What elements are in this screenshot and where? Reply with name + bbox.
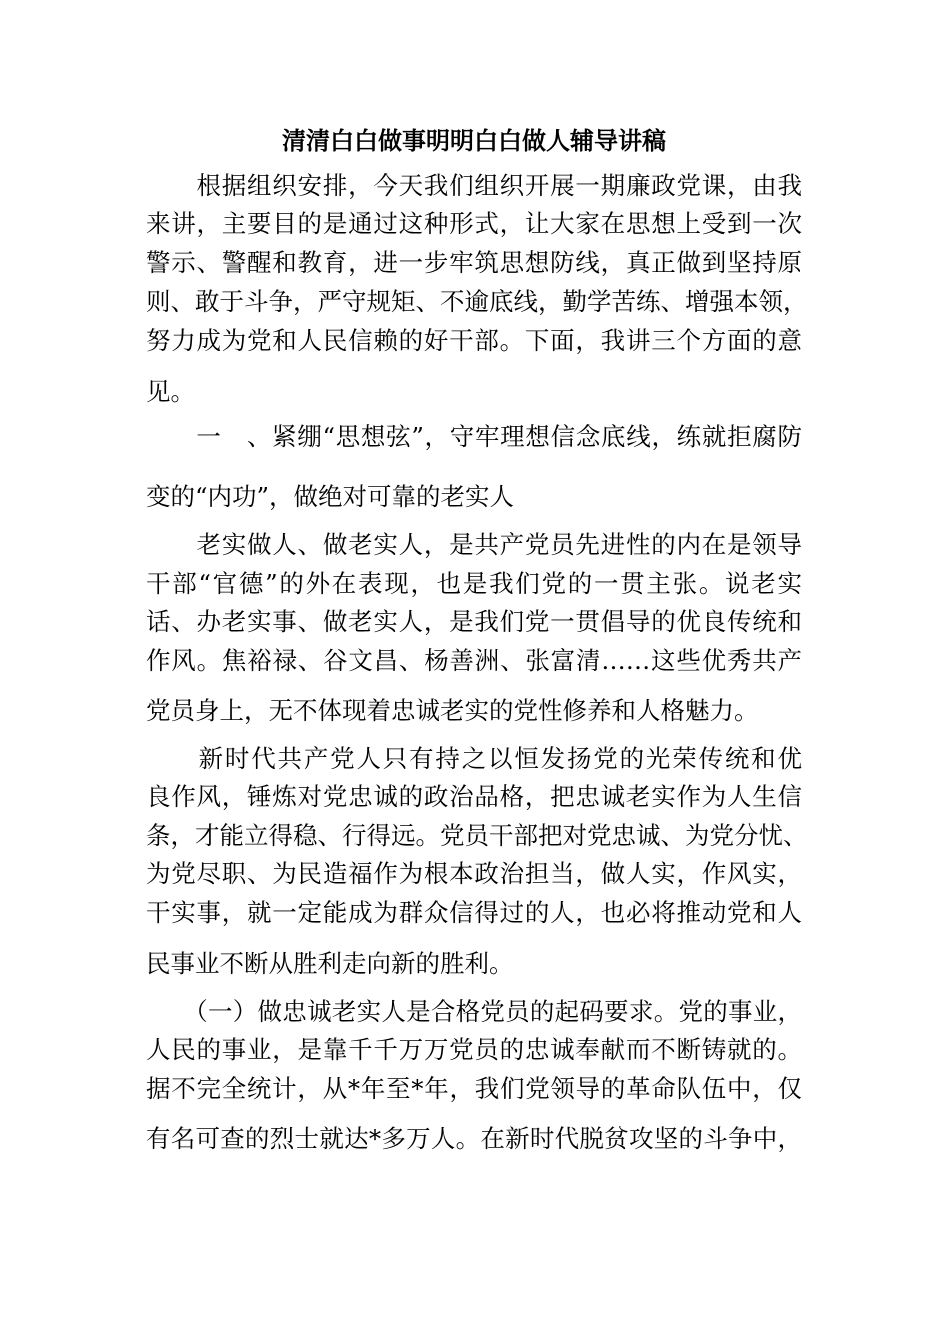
body-line-18: 干实事，就一定能成为群众信得过的人，也必将推动党和人 — [146, 898, 802, 927]
heading-line-2: 变的“内功”，做绝对可靠的老实人 — [146, 482, 515, 511]
body-line-6: 见。 — [146, 377, 195, 406]
body-line-23: 有名可查的烈士就达*多万人。在新时代脱贫攻坚的斗争中， — [146, 1124, 802, 1153]
body-line-16: 条，才能立得稳、行得远。党员干部把对党忠诚、为党分忧、 — [146, 821, 808, 850]
body-line-20: （一）做忠诚老实人是合格党员的起码要求。党的事业， — [146, 997, 802, 1026]
body-line-9: 老实做人、做老实人，是共产党员先进性的内在是领导 — [146, 530, 802, 559]
heading-line-1: 一 、紧绷“思想弦”，守牢理想信念底线，练就拒腐防 — [146, 422, 802, 451]
body-line-2: 来讲，主要目的是通过这种形式，让大家在思想上受到一次 — [146, 209, 802, 238]
body-line-21: 人民的事业，是靠千千万万党员的忠诚奉献而不断铸就的。 — [146, 1035, 802, 1064]
body-line-5: 努力成为党和人民信赖的好干部。下面，我讲三个方面的意 — [146, 326, 802, 355]
body-line-22: 据不完全统计，从*年至*年，我们党领导的革命队伍中，仅 — [146, 1074, 802, 1103]
body-line-1: 根据组织安排，今天我们组织开展一期廉政党课，由我 — [146, 171, 802, 200]
body-line-14: 新时代共产党人只有持之以恒发扬党的光荣传统和优 — [146, 744, 802, 773]
document-title: 清清白白做事明明白白做人辅导讲稿 — [282, 127, 666, 155]
body-line-17: 为党尽职、为民造福作为根本政治担当，做人实，作风实， — [146, 859, 802, 888]
body-line-3: 警示、警醒和教育，进一步牢筑思想防线，真正做到坚持原 — [146, 248, 802, 277]
body-line-11: 话、办老实事、做老实人，是我们党一贯倡导的优良传统和 — [146, 607, 802, 636]
body-line-13: 党员身上，无不体现着忠诚老实的党性修养和人格魅力。 — [146, 696, 759, 725]
body-line-10: 干部“官德”的外在表现，也是我们党的一贯主张。说老实 — [146, 569, 802, 598]
body-line-12: 作风。焦裕禄、谷文昌、杨善洲、张富清……这些优秀共产 — [146, 646, 802, 675]
body-line-4: 则、敢于斗争，严守规矩、不逾底线，勤学苦练、增强本领， — [146, 287, 808, 316]
body-line-19: 民事业不断从胜利走向新的胜利。 — [146, 949, 514, 978]
body-line-15: 良作风，锤炼对党忠诚的政治品格，把忠诚老实作为人生信 — [146, 782, 802, 811]
